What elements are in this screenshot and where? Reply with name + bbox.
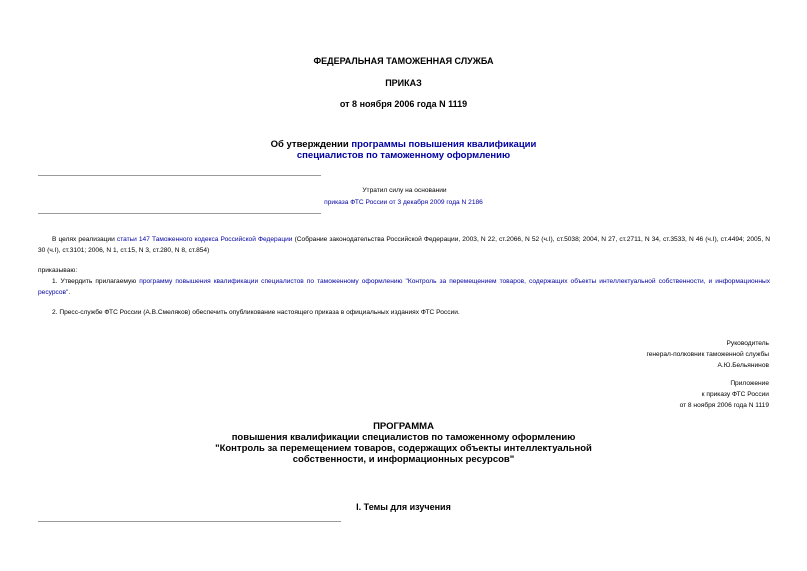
subject-prefix: Об утверждении — [270, 139, 352, 150]
divider — [38, 213, 321, 214]
divider — [38, 175, 321, 176]
signature-block — [646, 338, 769, 371]
program-title: ПРОГРАММА — [373, 421, 434, 432]
subject-link-part2[interactable]: специалистов по таможенному оформлению — [296, 150, 511, 161]
program-link[interactable]: программу повышения квалификации специалистов по таможенному оформлению "Контроль за перемещением товаров, содержащих объекты интеллектуальной собственности, и информационных ресурсов" — [38, 278, 770, 296]
order-word: приказываю: — [38, 267, 78, 274]
appendix-reference: к приказу ФТС России — [701, 391, 769, 398]
signature-title: Руководитель — [726, 340, 769, 347]
preamble-text: В целях реализации — [52, 236, 117, 243]
signature-rank: генерал-полковник таможенной службы — [646, 351, 769, 358]
preamble-citation: (Собрание законодательства Российской Федерации, 2003, N 22, ст.2066, N 52 (ч.I), ст.5038; 2004, N 27, ст.2711, N 34, ст.3533, N 46 (ч.I), ст.4494; 2005, N 30 (ч.I), ст.3101; 2006, N 1, ст.15, N 3, ст.280, N 8, ст.854) — [38, 236, 770, 254]
subject-link-part1[interactable]: программы повышения квалификации — [351, 139, 537, 150]
document-date-number: от 8 ноября 2006 года N 1119 — [339, 99, 468, 109]
section-title: I. Темы для изучения — [356, 502, 451, 512]
item-1-end: . — [68, 289, 71, 296]
document-subject — [0, 139, 807, 161]
customs-code-article-link[interactable]: статьи 147 Таможенного кодекса Российской Федерации — [116, 236, 293, 243]
paragraph-item-2: 2. Пресс-службе ФТС России (А.В.Смеляков) обеспечить опубликование настоящего приказа в официальных изданиях ФТС России. — [52, 309, 460, 316]
program-subtitle-3: собственности, и информационных ресурсов" — [292, 454, 515, 465]
document-type: ПРИКАЗ — [385, 78, 422, 88]
appendix-date: от 8 ноября 2006 года N 1119 — [679, 402, 769, 409]
agency-name: ФЕДЕРАЛЬНАЯ ТАМОЖЕННАЯ СЛУЖБА — [313, 56, 494, 66]
appendix-label: Приложение — [730, 380, 769, 387]
appendix-block — [680, 378, 769, 411]
status-note-text: Утратил силу на основании — [362, 187, 447, 194]
paragraph-item-1 — [38, 276, 770, 298]
paragraph-preamble — [38, 234, 770, 256]
program-subtitle-1: повышения квалификации специалистов по таможенному оформлению — [231, 432, 576, 443]
signature-name: А.Ю.Бельянинов — [717, 362, 769, 369]
program-subtitle-2: "Контроль за перемещением товаров, содержащих объекты интеллектуальной — [215, 443, 592, 454]
item-1-text: 1. Утвердить прилагаемую — [52, 278, 140, 285]
divider — [38, 521, 341, 522]
status-note — [0, 185, 807, 208]
repeal-order-link[interactable]: приказа ФТС России от 3 декабря 2009 года N 2186 — [324, 199, 483, 206]
program-heading — [0, 421, 807, 465]
